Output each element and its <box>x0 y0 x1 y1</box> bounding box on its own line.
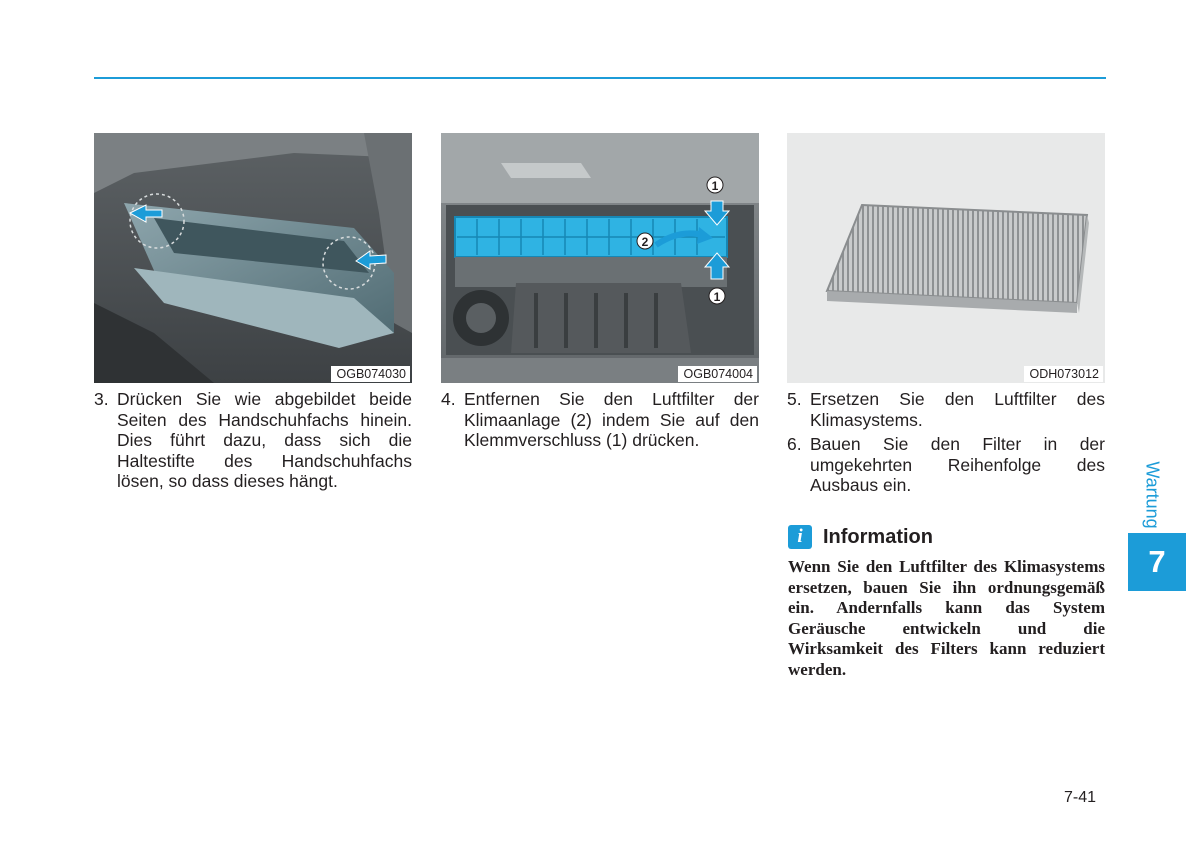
info-icon: i <box>788 525 812 549</box>
callout-1-bottom: 1 <box>713 290 721 304</box>
chapter-number-badge: 7 <box>1128 533 1186 591</box>
step-text: Entfernen Sie den Luftfilter der Klimaanlage (2) indem Sie auf den Klemmverschluss (1) drücken. <box>464 389 759 450</box>
callout-1-top: 1 <box>711 179 719 193</box>
figure-code: ODH073012 <box>1024 366 1104 382</box>
cabin-filter-illustration <box>787 133 1105 383</box>
figure-filter-housing <box>441 133 759 383</box>
steps-column-2 <box>441 389 759 455</box>
step-text: Ersetzen Sie den Luftfilter des Klimasystems. <box>810 389 1105 430</box>
callout-2: 2 <box>641 235 649 249</box>
filter-housing-illustration <box>441 133 759 383</box>
step-item <box>94 389 412 492</box>
chapter-name: Wartung <box>1142 461 1163 529</box>
steps-column-3 <box>787 389 1105 500</box>
page-number: 7-41 <box>1064 789 1097 806</box>
information-heading <box>788 525 933 549</box>
information-text: Wenn Sie den Luftfilter des Klimasystems ersetzen, bauen Sie ihn ordnungsgemäß ein. Andernfalls kann das System Geräusche entwickeln und die Wirksamkeit des Filters kann reduziert werden. <box>788 557 1105 679</box>
step-number: 6. <box>787 434 802 454</box>
figure-code: OGB074004 <box>678 366 758 382</box>
step-text: Drücken Sie wie abgebildet beide Seiten des Handschuhfachs hinein. Dies führt dazu, dass sich die Haltestifte des Handschuhfachs lösen, so dass dieses hängt. <box>117 389 412 491</box>
step-item <box>441 389 759 451</box>
information-title: Information <box>823 525 933 548</box>
step-item <box>787 434 1105 496</box>
figure-glove-box <box>94 133 412 383</box>
figure-cabin-filter <box>787 133 1105 383</box>
figure-code: OGB074030 <box>331 366 411 382</box>
step-number: 3. <box>94 389 109 409</box>
steps-column-1 <box>94 389 412 496</box>
top-rule <box>94 77 1106 79</box>
step-text: Bauen Sie den Filter in der umgekehrten Reihenfolge des Ausbaus ein. <box>810 434 1105 495</box>
step-number: 4. <box>441 389 456 409</box>
step-item <box>787 389 1105 430</box>
glove-box-illustration <box>94 133 412 383</box>
step-number: 5. <box>787 389 802 409</box>
